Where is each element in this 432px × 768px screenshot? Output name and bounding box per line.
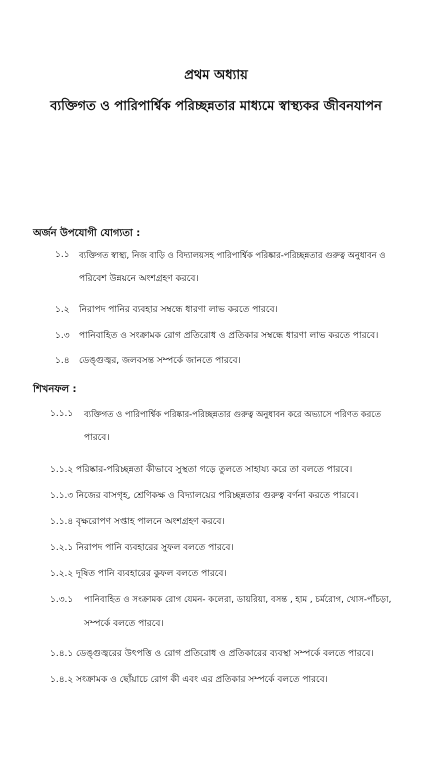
competency-item [55,298,400,322]
outcome-item [50,536,400,560]
competencies-heading: অর্জন উপযোগী যোগ্যতা : [33,228,141,239]
item-number: ১.২.১ [50,543,74,553]
item-number: ১.২ [55,305,70,315]
outcome-item [50,562,400,586]
item-line: পানিবাহিত ও সংক্রামক রোগ যেমন- কলেরা, ডায়রিয়া, বসন্ত , হাম , চর্মরোগ, খোস-পাঁচড়া, [84,595,392,605]
item-number: ১.১.৪ [50,517,74,527]
chapter-title: ব্যক্তিগত ও পারিপার্শ্বিক পরিচ্ছন্নতার মাধ্যমে স্বাস্থ্যকর জীবনযাপন [50,99,382,114]
item-number: ১.৪.২ [50,675,74,685]
outcome-item [50,642,400,666]
item-number: ১.৪ [55,356,70,366]
item-number: ১.১ [55,250,70,260]
item-number: ১.১.২ [50,465,74,475]
outcome-item [50,402,400,450]
item-line: পারবে। [84,433,110,443]
item-number: ১.৩.১ [50,595,74,605]
outcomes-heading: শিখনফল : [33,384,77,395]
item-line: সংক্রামক ও ছোঁয়াচে রোগ কী এবং এর প্রতিকার সম্পর্কে বলতে পারবে। [76,675,328,685]
outcome-item [50,510,400,534]
outcome-item [50,668,400,692]
outcome-item [50,458,400,482]
item-line: পরিবেশ উন্নয়নে অংশগ্রহণ করবে। [79,274,199,284]
item-line: ব্যক্তিগত স্বাস্থ্য, নিজ বাড়ি ও বিদ্যালয়সহ পারিপার্শ্বিক পরিষ্কার-পরিচ্ছন্নতার গুরুত্ব অনুধাবন ও [79,250,386,260]
item-number: ১.১.৩ [50,491,74,501]
item-line: নিরাপদ পানির ব্যবহার সম্বন্ধে ধারণা লাভ করতে পারবে। [79,305,278,315]
item-line: দূষিত পানি ব্যবহারের কুফল বলতে পারবে। [76,569,227,579]
competency-item [55,243,400,291]
item-line: বৃক্ষরোপণ সপ্তাহ পালনে অংশগ্রহণ করবে। [76,517,225,527]
item-number: ১.২.২ [50,569,74,579]
item-number: ১.১.১ [50,409,74,419]
item-line: সম্পর্কে বলতে পারবে। [84,619,164,629]
item-line: পানিবাহিত ও সংক্রামক রোগ প্রতিরোধ ও প্রতিকার সম্বন্ধে ধারণা লাভ করতে পারবে। [79,331,379,341]
chapter-label: প্রথম অধ্যায় [184,68,248,83]
item-line: নিরাপদ পানি ব্যবহারের সুফল বলতে পারবে। [76,543,234,553]
item-line: ব্যক্তিগত ও পারিপার্শ্বিক পরিষ্কার-পরিচ্ছন্নতার গুরুত্ব অনুধাবন করে অভ্যাসে পরিণত করতে [84,409,381,419]
item-number: ১.৩ [55,331,70,341]
item-line: নিজের বাসগৃহ, শ্রেণিকক্ষ ও বিদ্যালয়ের পরিচ্ছন্নতার গুরুত্ব বর্ণনা করতে পারবে। [76,491,359,501]
item-line: ডেঙ্গুজ্বর, জলবসন্ত সম্পর্কে জানতে পারবে। [79,356,241,366]
outcome-item [50,588,400,636]
competency-item [55,324,400,348]
outcome-item [50,484,400,508]
item-number: ১.৪.১ [50,649,74,659]
item-line: পরিষ্কার-পরিচ্ছন্নতা কীভাবে সুস্থতা গড়ে তুলতে সাহায্য করে তা বলতে পারবে। [76,465,353,475]
item-line: ডেঙ্গুজ্বরের উৎপত্তি ও রোগ প্রতিরোধ ও প্রতিকারের ব্যবস্থা সম্পর্কে বলতে পারবে। [76,649,374,659]
competency-item [55,349,400,373]
